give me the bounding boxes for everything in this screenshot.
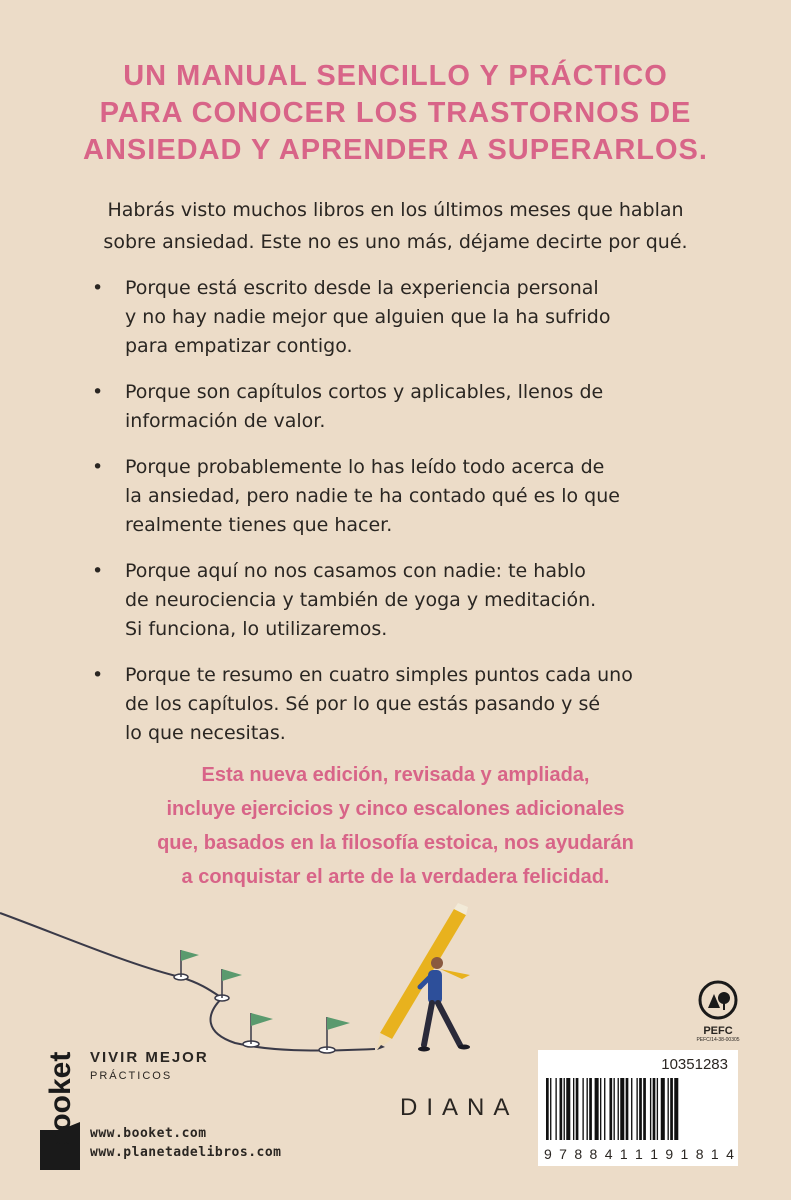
barcode-panel <box>538 1050 738 1166</box>
barcode-bar <box>555 1078 556 1140</box>
isbn-digit: 1 <box>710 1146 719 1162</box>
isbn-digit: 4 <box>604 1146 613 1162</box>
reason-line: realmente tienes que hacer. <box>125 514 393 536</box>
headline-line: PARA CONOCER LOS TRASTORNOS DE <box>99 97 692 129</box>
isbn-digit: 7 <box>559 1146 567 1162</box>
bullet-icon: • <box>92 664 104 686</box>
isbn-digit: 1 <box>680 1146 689 1162</box>
intro-paragraph <box>60 194 731 258</box>
barcode-bar <box>550 1078 551 1140</box>
bullet-icon: • <box>92 381 104 403</box>
barcode-bar <box>670 1078 673 1140</box>
barcode-bar <box>614 1078 615 1140</box>
flag-icon <box>215 969 242 1001</box>
edition-line: Esta nueva edición, revisada y ampliada, <box>201 764 590 786</box>
product-code: 10351283 <box>661 1056 728 1073</box>
reason-line: y no hay nadie mejor que alguien que la ha sufrido <box>125 306 611 328</box>
barcode-bar <box>626 1078 629 1140</box>
barcode-icon <box>544 1078 732 1140</box>
barcode-bar <box>631 1078 632 1140</box>
intro-line: sobre ansiedad. Este no es uno más, déjame decirte por qué. <box>103 231 688 253</box>
edition-line: a conquistar el arte de la verdadera felicidad. <box>181 866 610 888</box>
collection-subtitle: PRÁCTICOS <box>90 1070 173 1082</box>
pefc-tree-icon <box>698 980 738 1020</box>
barcode-bar <box>609 1078 612 1140</box>
reason-line: información de valor. <box>125 410 326 432</box>
barcode-bar <box>668 1078 669 1140</box>
barcode-bar <box>604 1078 605 1140</box>
isbn-digit: 1 <box>619 1146 628 1162</box>
barcode-bar <box>589 1078 592 1140</box>
reasons-list <box>92 274 732 765</box>
headline <box>60 58 731 169</box>
collection-label <box>90 1049 209 1082</box>
isbn-digit: 9 <box>665 1146 674 1162</box>
barcode-bar <box>650 1078 651 1140</box>
reason-line: para empatizar contigo. <box>125 335 353 357</box>
barcode-bar <box>576 1078 579 1140</box>
isbn-digit: 4 <box>726 1146 734 1162</box>
reason-line: Porque probablemente lo has leído todo acerca de <box>125 456 605 478</box>
barcode-bar <box>620 1078 624 1140</box>
reason-line: Porque te resumo en cuatro simples puntos cada uno <box>125 664 633 686</box>
barcode-bar <box>639 1078 642 1140</box>
bullet-icon: • <box>92 560 104 582</box>
isbn-digit: 8 <box>589 1146 598 1162</box>
barcode-bar <box>657 1078 658 1140</box>
isbn-digit: 9 <box>544 1146 552 1162</box>
url-booket[interactable]: www.booket.com <box>90 1126 207 1141</box>
isbn-digit: 8 <box>695 1146 704 1162</box>
intro-line: Habrás visto muchos libros en los últimos meses que hablan <box>107 199 684 221</box>
url-planeta[interactable]: www.planetadelibros.com <box>90 1145 282 1160</box>
reason-item <box>92 453 732 540</box>
reason-line: Porque aquí no nos casamos con nadie: te hablo <box>125 560 586 582</box>
barcode-bar <box>582 1078 583 1140</box>
barcode-bar <box>653 1078 656 1140</box>
isbn-digit: 1 <box>635 1146 643 1162</box>
reason-line: lo que necesitas. <box>125 722 286 744</box>
reason-item <box>92 557 732 644</box>
barcode-bar <box>636 1078 637 1140</box>
headline-line: ANSIEDAD Y APRENDER A SUPERARLOS. <box>83 134 708 166</box>
reason-item <box>92 378 732 436</box>
reason-line: la ansiedad, pero nadie te ha contado qué es lo que <box>125 485 620 507</box>
edition-note <box>60 758 731 894</box>
isbn-number <box>544 1146 734 1162</box>
collection-title: VIVIR MEJOR <box>90 1049 209 1066</box>
bullet-icon: • <box>92 456 104 478</box>
bullet-icon: • <box>92 277 104 299</box>
flag-icon <box>174 950 199 980</box>
website-links <box>90 1124 282 1162</box>
booket-logo <box>40 1030 80 1170</box>
barcode-bar <box>560 1078 563 1140</box>
barcode-bar <box>546 1078 549 1140</box>
isbn-digit: 8 <box>574 1146 583 1162</box>
edition-line: que, basados en la filosofía estoica, nos ayudarán <box>157 832 634 854</box>
edition-line: incluye ejercicios y cinco escalones adicionales <box>166 798 625 820</box>
booket-logo-text: booket <box>44 1051 77 1150</box>
reason-item <box>92 274 732 361</box>
reason-line: de los capítulos. Sé por lo que estás pasando y sé <box>125 693 601 715</box>
flag-icon <box>243 1013 273 1047</box>
barcode-bar <box>564 1078 565 1140</box>
barcode-bar <box>600 1078 601 1140</box>
barcode-bar <box>587 1078 588 1140</box>
reason-line: Si funciona, lo utilizaremos. <box>125 618 388 640</box>
reason-item <box>92 661 732 748</box>
reason-line: Porque está escrito desde la experiencia personal <box>125 277 599 299</box>
pefc-name: PEFC <box>703 1025 733 1037</box>
barcode-bar <box>643 1078 646 1140</box>
reason-line: Porque son capítulos cortos y aplicables, llenos de <box>125 381 604 403</box>
publisher-logo: DIANA <box>400 1094 519 1121</box>
climb-illustration <box>0 895 791 1070</box>
barcode-bar <box>618 1078 619 1140</box>
pefc-code: PEFC/14-38-00305 <box>696 1037 740 1043</box>
headline-line: UN MANUAL SENCILLO Y PRÁCTICO <box>123 60 668 92</box>
barcode-bar <box>573 1078 574 1140</box>
reason-line: de neurociencia y también de yoga y meditación. <box>125 589 597 611</box>
pefc-badge <box>688 980 748 1043</box>
flag-icon <box>319 1017 350 1053</box>
barcode-bar <box>566 1078 570 1140</box>
barcode-bar <box>674 1078 678 1140</box>
isbn-digit: 1 <box>650 1146 658 1162</box>
barcode-bar <box>595 1078 599 1140</box>
barcode-bar <box>661 1078 665 1140</box>
